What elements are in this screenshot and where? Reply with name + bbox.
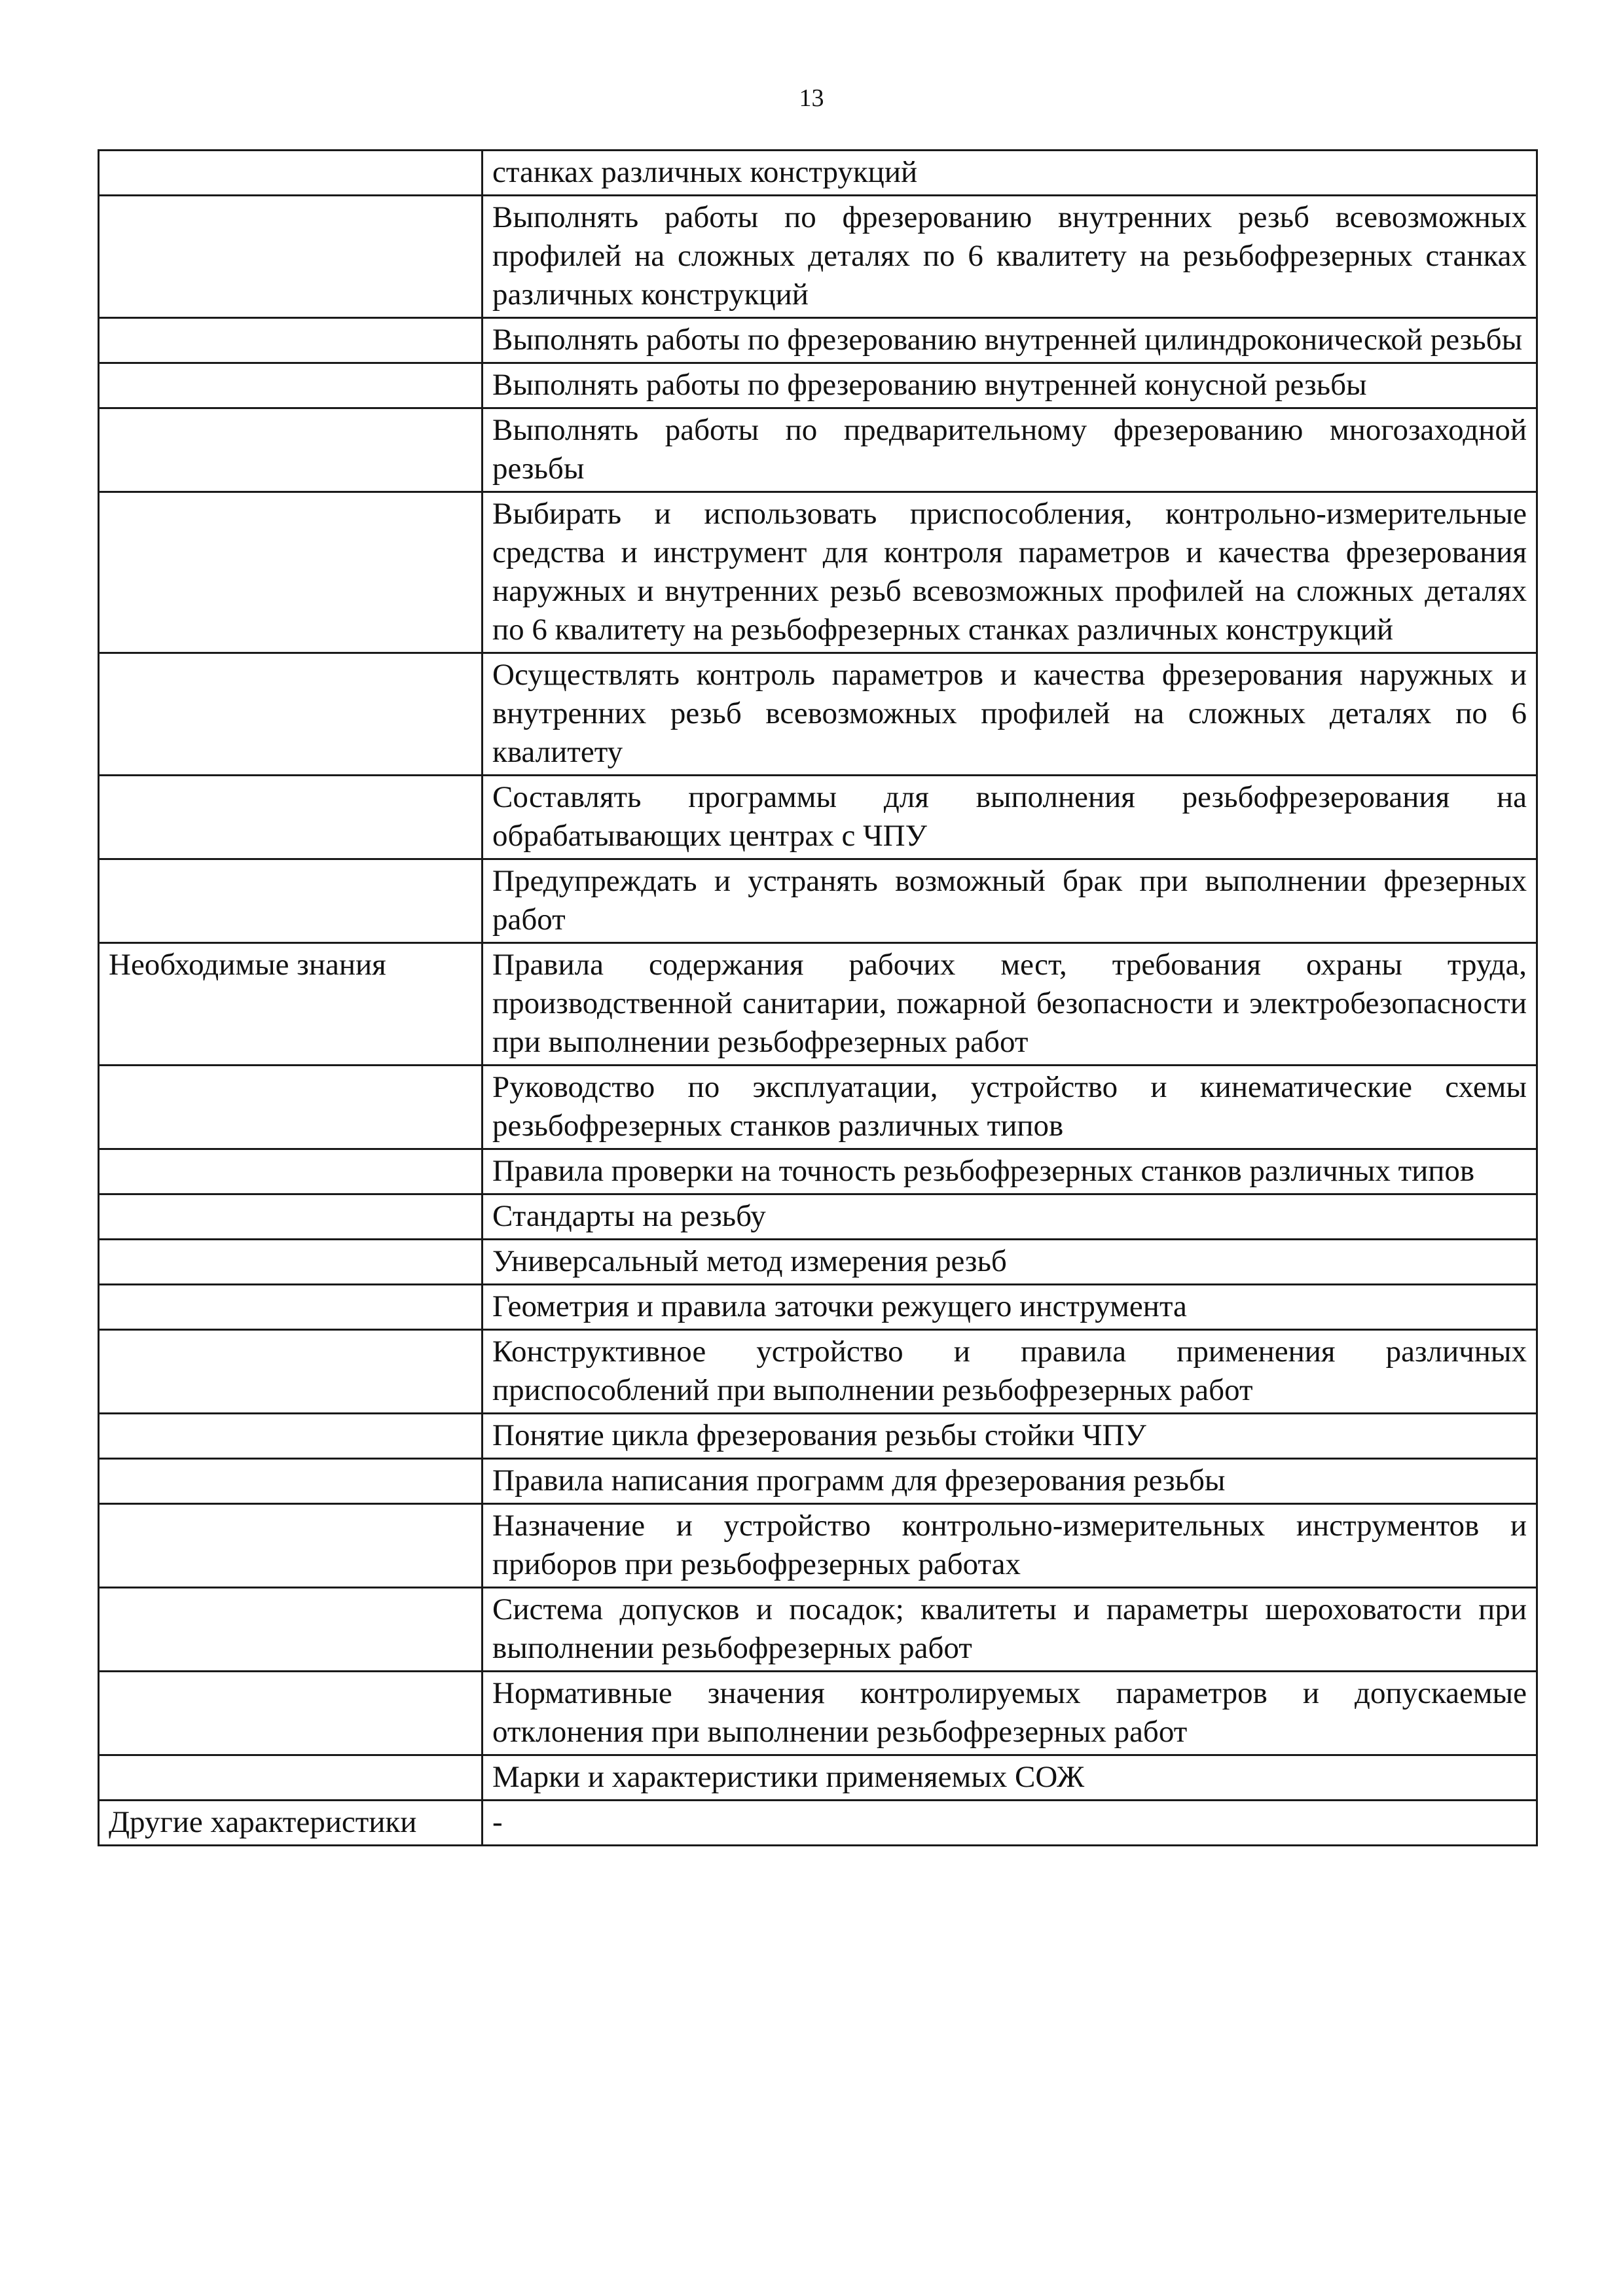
table-cell: Предупреждать и устранять возможный брак при выполнении фрезерных работ: [483, 859, 1537, 943]
table-cell: Понятие цикла фрезерования резьбы стойки ЧПУ: [483, 1414, 1537, 1459]
table-row: [99, 1672, 1537, 1755]
table-cell: Правила написания программ для фрезерования резьбы: [483, 1459, 1537, 1504]
other-label: Другие характеристики: [99, 1801, 483, 1846]
table-row: [99, 196, 1537, 318]
table-cell: Правила содержания рабочих мест, требования охраны труда, производственной санитарии, пожарной безопасности и электробезопасности при выполнении резьбофрезерных работ: [483, 943, 1537, 1066]
table-row: [99, 1149, 1537, 1194]
table-cell: Выбирать и использовать приспособления, контрольно-измерительные средства и инструмент для контроля параметров и качества фрезерования наружных и внутренних резьб всевозможных профилей на сложных деталях по 6 квалитету на резьбофрезерных станках различных конструкций: [483, 492, 1537, 653]
table-cell: Нормативные значения контролируемых параметров и допускаемые отклонения при выполнении резьбофрезерных работ: [483, 1672, 1537, 1755]
table-row: [99, 1414, 1537, 1459]
table-cell: Составлять программы для выполнения резьбофрезерования на обрабатывающих центрах с ЧПУ: [483, 776, 1537, 859]
table-row: [99, 1240, 1537, 1285]
table-row: [99, 318, 1537, 363]
table-cell: Правила проверки на точность резьбофрезерных станков различных типов: [483, 1149, 1537, 1194]
table-cell: Осуществлять контроль параметров и качества фрезерования наружных и внутренних резьб всевозможных профилей на сложных деталях по 6 квалитету: [483, 653, 1537, 776]
table-row: [99, 1755, 1537, 1801]
table-cell: Руководство по эксплуатации, устройство и кинематические схемы резьбофрезерных станков различных типов: [483, 1066, 1537, 1149]
table-row: [99, 1588, 1537, 1672]
requirements-table: [98, 149, 1538, 1846]
table-row: [99, 653, 1537, 776]
table-row: [99, 408, 1537, 492]
table-cell: станках различных конструкций: [483, 151, 1537, 196]
section-label-empty: [99, 151, 483, 196]
table-row: [99, 151, 1537, 196]
table-row: [99, 776, 1537, 859]
table-row: [99, 1066, 1537, 1149]
page-number: 13: [799, 84, 824, 112]
table-row: [99, 1801, 1537, 1846]
table-cell: Выполнять работы по фрезерованию внутренних резьб всевозможных профилей на сложных деталях по 6 квалитету на резьбофрезерных станках различных конструкций: [483, 196, 1537, 318]
table-cell: Геометрия и правила заточки режущего инструмента: [483, 1285, 1537, 1330]
other-value: -: [483, 1801, 1537, 1846]
table-cell: Стандарты на резьбу: [483, 1194, 1537, 1240]
table-row: [99, 1330, 1537, 1414]
table-row: [99, 1285, 1537, 1330]
table-row: [99, 1194, 1537, 1240]
table-row: [99, 1459, 1537, 1504]
table-cell: Выполнять работы по предварительному фрезерованию многозаходной резьбы: [483, 408, 1537, 492]
table-cell: Выполнять работы по фрезерованию внутренней конусной резьбы: [483, 363, 1537, 408]
table-cell: Назначение и устройство контрольно-измерительных инструментов и приборов при резьбофрезерных работах: [483, 1504, 1537, 1588]
table-row: [99, 363, 1537, 408]
table-cell: Конструктивное устройство и правила применения различных приспособлений при выполнении резьбофрезерных работ: [483, 1330, 1537, 1414]
knowledge-label: Необходимые знания: [99, 943, 483, 1066]
table-cell: Система допусков и посадок; квалитеты и параметры шероховатости при выполнении резьбофрезерных работ: [483, 1588, 1537, 1672]
table-row: [99, 859, 1537, 943]
table-row: [99, 1504, 1537, 1588]
table-cell: Выполнять работы по фрезерованию внутренней цилиндроконической резьбы: [483, 318, 1537, 363]
table-row: [99, 943, 1537, 1066]
table-cell: Универсальный метод измерения резьб: [483, 1240, 1537, 1285]
table-cell: Марки и характеристики применяемых СОЖ: [483, 1755, 1537, 1801]
table-row: [99, 492, 1537, 653]
